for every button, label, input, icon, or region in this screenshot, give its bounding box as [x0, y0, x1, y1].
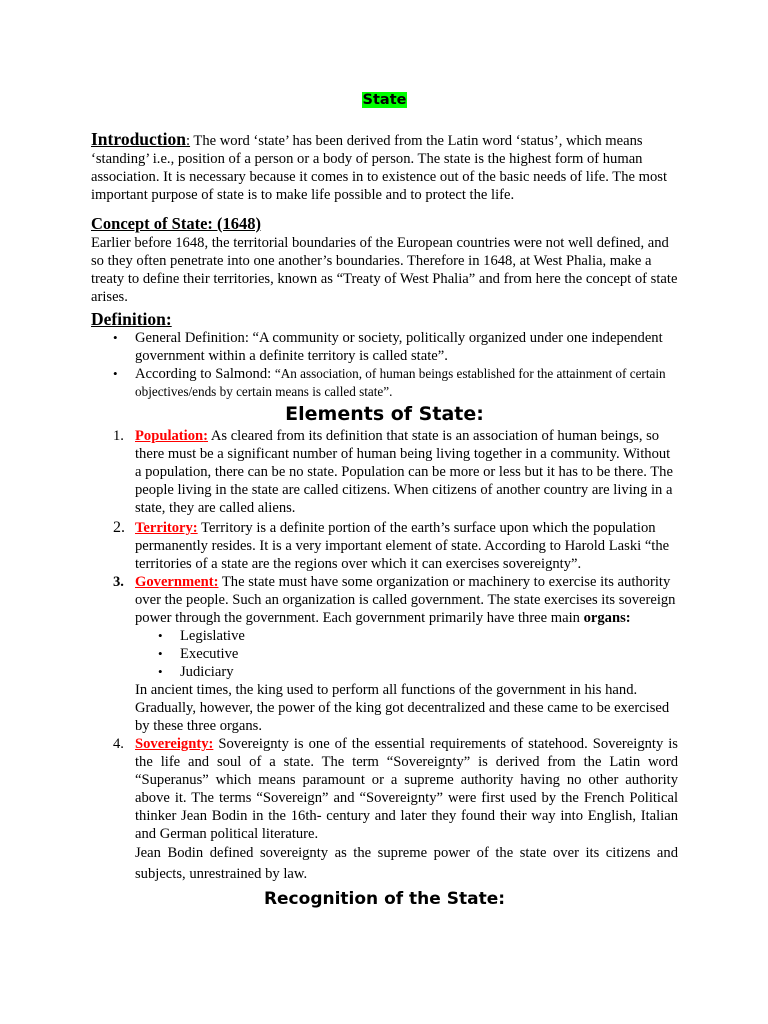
population-label: Population [135, 428, 204, 444]
population-text: As cleared from its definition that state is an association of human beings, so there must be a significant number of human being living together in a community. Without a population, there can be no state. Population can be more or less but it has to be there. The people living in the state are called citizens. When citizens of another country are living in a state, they are called aliens. [135, 428, 673, 516]
list-item [113, 519, 678, 573]
population-colon: : [203, 428, 208, 444]
introduction-paragraph [91, 129, 678, 204]
list-item [113, 427, 678, 517]
list-item [113, 329, 678, 365]
organs-label: organs: [583, 610, 631, 626]
organs-list [135, 627, 678, 681]
government-after-text: In ancient times, the king used to perform all functions of the government in his hand. Gradually, however, the power of the king got decentralized and these came to be exercised by these three organs. [135, 682, 670, 734]
list-number: 2. [113, 519, 125, 536]
general-definition-text: General Definition: “A community or society, politically organized under one independent government within a definite territory is called state”. [135, 330, 663, 364]
definition-list [91, 329, 678, 401]
salmond-lead-text: According to Salmond: [135, 366, 275, 382]
government-text: The state must have some organization or machinery to exercise its authority over the people. Such an organization is called government. The state exercises its sovereign power through the government. Each government primarily have three main [135, 574, 676, 626]
bullet-icon: • [158, 628, 163, 643]
sovereignty-paragraph-2: Jean Bodin defined sovereignty as the supreme power of the state over its citizens and subjects, unrestrained by law. [135, 845, 678, 882]
list-item [158, 645, 678, 663]
organ-executive: Executive [180, 646, 239, 662]
bullet-icon: • [113, 330, 118, 345]
definition-heading: Definition: [91, 309, 172, 329]
sovereignty-text: Sovereignty is one of the essential requirements of statehood. Sovereignty is the life and soul of a state. The term “Sovereignty” is derived from the Latin word “Superanus” which means paramount or a supreme authority having no other authority above it. The terms “Sovereign” and “Sovereignty” were first used by the French Political thinker Jean Bodin in the 16th- century and later they found their way into English, Italian and German political literature. [135, 736, 678, 842]
elements-heading: Elements of State: [285, 403, 484, 425]
organ-legislative: Legislative [180, 628, 245, 644]
bullet-icon: • [113, 366, 118, 381]
document-page [91, 91, 678, 910]
document-title: State [362, 92, 407, 108]
elements-list [91, 427, 678, 884]
list-item [158, 663, 678, 681]
concept-paragraph: Earlier before 1648, the territorial boundaries of the European countries were not well defined, and so they often penetrate into one another’s boundaries. Therefore in 1648, at West Phalia, make a treaty to define their territories, known as “Treaty of West Phalia” and from here the concept of state arises. [91, 235, 678, 305]
introduction-label: Introduction [91, 129, 186, 149]
list-number: 4. [113, 736, 124, 752]
introduction-text: The word ‘state’ has been derived from the Latin word ‘status’, which means ‘standing’ i.e., position of a person or a body of person. The state is the highest form of human association. It is necessary because it comes in to existence out of the basic needs of life. The most important purpose of state is to make life possible and to protect the life. [91, 133, 668, 203]
list-item [113, 573, 678, 735]
introduction-colon: : [185, 133, 191, 149]
list-item [113, 365, 678, 401]
sovereignty-label: Sovereignty: [135, 736, 214, 752]
list-number: 1. [113, 428, 124, 444]
salmond-definition-text: “An association, of human beings established for the attainment of certain objectives/ends by certain means is called state”. [135, 366, 666, 399]
recognition-heading: Recognition of the State: [263, 889, 506, 910]
territory-text: Territory is a definite portion of the earth’s surface upon which the population permanently resides. It is a very important element of state. According to Harold Laski “the territories of a state are the regions over which it can exercises sovereignty”. [135, 520, 670, 572]
bullet-icon: • [158, 646, 163, 661]
list-item [113, 735, 678, 884]
list-number: 3. [113, 574, 124, 590]
title-block [91, 91, 678, 115]
territory-label: Territory: [135, 520, 198, 536]
government-label: Government: [135, 574, 219, 590]
list-item [158, 627, 678, 645]
bullet-icon: • [158, 664, 163, 679]
organ-judiciary: Judiciary [180, 664, 234, 680]
concept-heading: Concept of State: (1648) [91, 214, 262, 233]
